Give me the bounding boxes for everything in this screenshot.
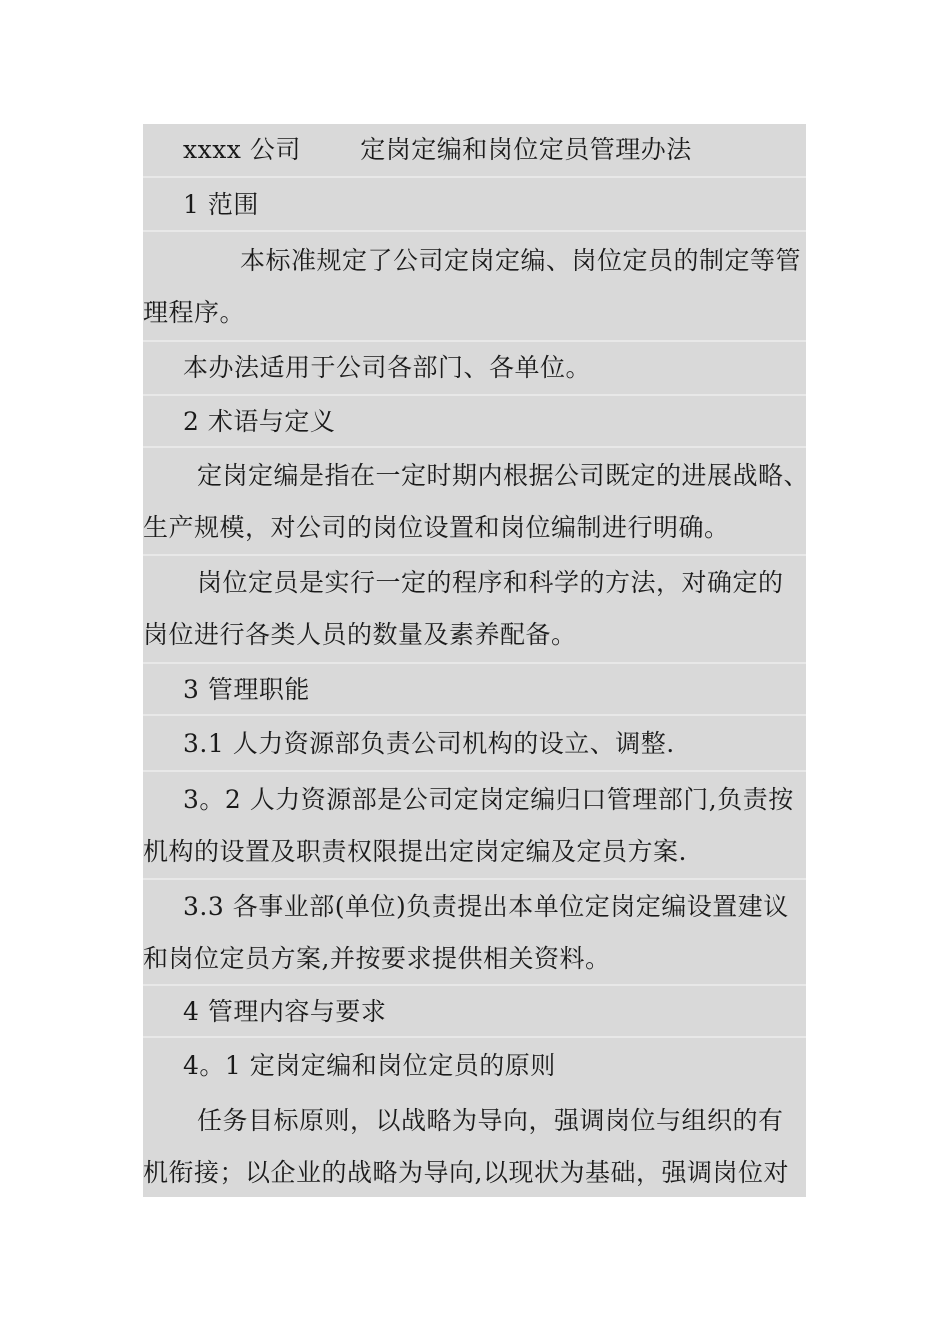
section-3-1: 3.1 人力资源部负责公司机构的设立、调整. <box>183 729 675 758</box>
section-3-heading: 3 管理职能 <box>183 675 310 704</box>
row-divider <box>143 230 806 232</box>
paragraph-line: 定岗定编是指在一定时期内根据公司既定的进展战略、 <box>197 461 810 490</box>
row-divider <box>143 878 806 880</box>
paragraph-line: 和岗位定员方案,并按要求提供相关资料。 <box>143 944 611 973</box>
section-2-paragraph-2 <box>143 557 806 661</box>
section-3-3 <box>143 881 806 985</box>
row-divider <box>143 770 806 772</box>
section-1-paragraph-1 <box>143 235 806 339</box>
paragraph-line: 理程序。 <box>143 298 246 327</box>
document-body <box>143 124 810 1197</box>
paragraph-line: 3.3 各事业部(单位)负责提出本单位定岗定编设置建议 <box>183 892 789 921</box>
section-4-1-paragraph-1 <box>143 1095 806 1199</box>
paragraph-line: 3。2 人力资源部是公司定岗定编归口管理部门,负责按 <box>183 785 794 814</box>
paragraph-line: 本标准规定了公司定岗定编、岗位定员的制定等管 <box>240 246 802 275</box>
section-4-1-heading: 4。1 定岗定编和岗位定员的原则 <box>183 1051 556 1080</box>
section-1-heading: 1 范围 <box>183 190 259 219</box>
paragraph-line: 机构的设置及职责权限提出定岗定编及定员方案. <box>143 837 687 866</box>
row-divider <box>143 714 806 716</box>
paragraph-line: 岗位定员是实行一定的程序和科学的方法，对确定的 <box>197 568 784 597</box>
paragraph-line: 机衔接；以企业的战略为导向,以现状为基础，强调岗位对 <box>143 1158 789 1187</box>
paragraph-line: 任务目标原则，以战略为导向，强调岗位与组织的有 <box>197 1106 784 1135</box>
row-divider <box>143 554 806 556</box>
row-divider <box>143 176 806 178</box>
paragraph-line: 生产规模，对公司的岗位设置和岗位编制进行明确。 <box>143 513 730 542</box>
document-title: xxxx 公司 定岗定编和岗位定员管理办法 <box>183 135 692 164</box>
row-divider <box>143 446 806 448</box>
row-divider <box>143 1036 806 1038</box>
section-1-paragraph-2: 本办法适用于公司各部门、各单位。 <box>183 353 592 382</box>
section-4-heading: 4 管理内容与要求 <box>183 997 387 1026</box>
section-2-heading: 2 术语与定义 <box>183 407 336 436</box>
section-3-2 <box>143 774 806 878</box>
paragraph-line: 岗位进行各类人员的数量及素养配备。 <box>143 620 577 649</box>
section-2-paragraph-1 <box>143 450 810 554</box>
